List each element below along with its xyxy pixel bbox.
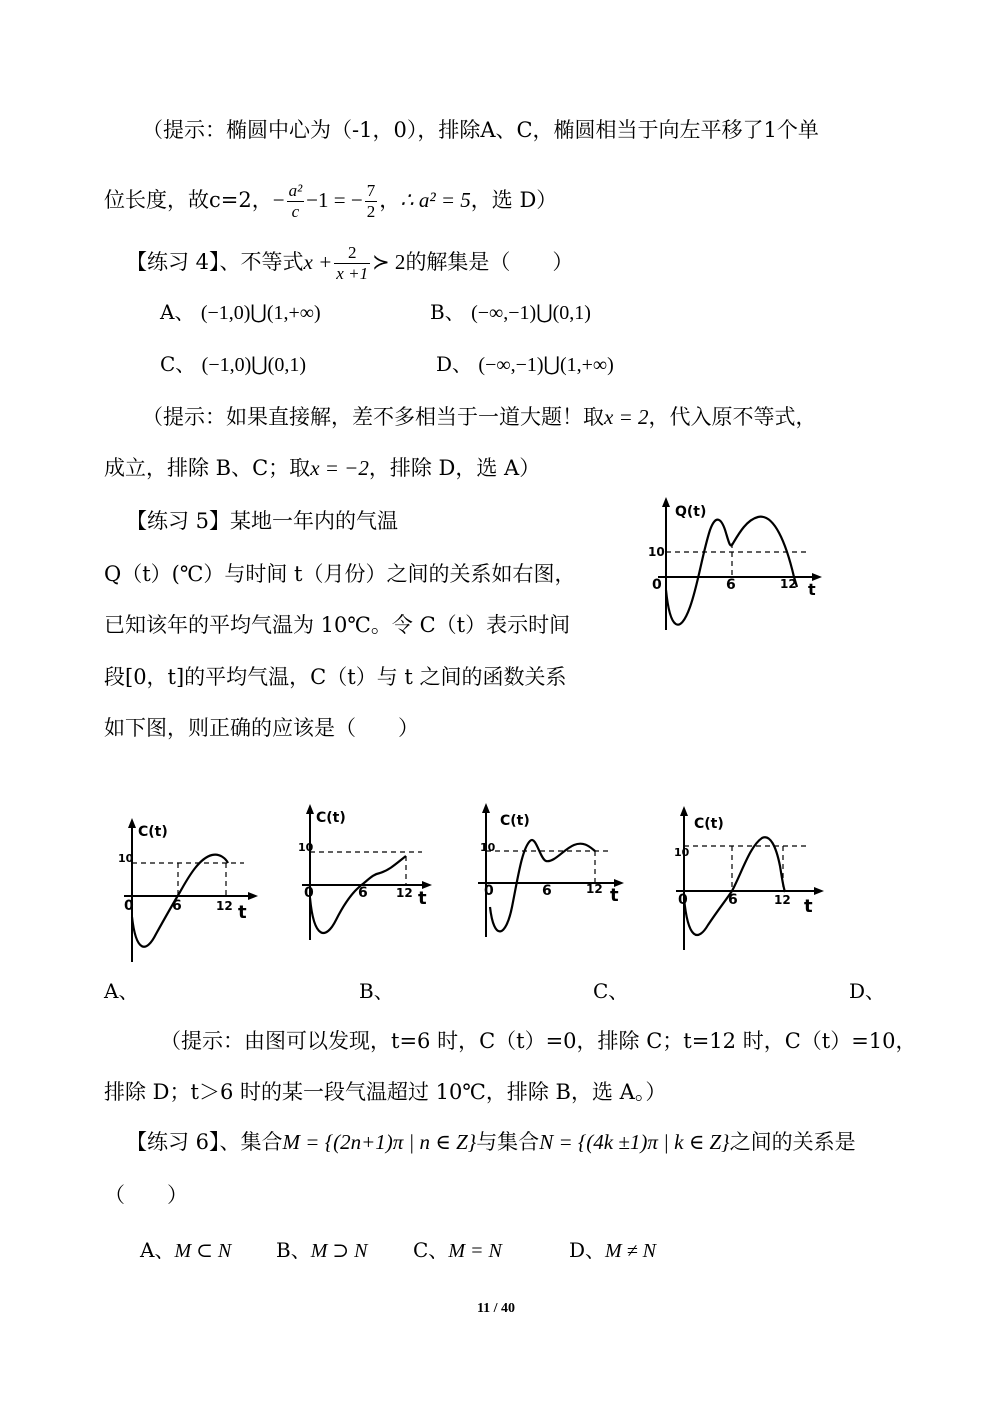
ex4-text1: 、不等式 <box>219 250 304 274</box>
ex5-label: 【练习 5】 <box>126 509 231 533</box>
ex4-label: 【练习 4】 <box>126 250 220 274</box>
ex6-question: 【练习 6】、集合M = {(2n+1)π | n ∈ Z}与集合N = {(4k ±1)π | k ∈ Z}之间的关系是 <box>126 1130 856 1154</box>
graph-c <box>470 797 635 942</box>
graph-a-12-label: 12 <box>216 899 233 913</box>
graph-b-6-label: 6 <box>358 885 368 901</box>
ex4-expr-rel: ≻ 2 <box>372 250 406 274</box>
graph-d-x-arrow <box>814 887 824 895</box>
graph-c-answer-label: C、 <box>593 979 629 1003</box>
ex5-line1: 【练习 5】某地一年内的气温 <box>126 509 399 533</box>
graph-d-curve <box>684 837 785 935</box>
hint3-expr-mid: −1 = − <box>306 188 363 212</box>
graph-a-origin-label: 0 <box>124 898 134 914</box>
graph-c-y-arrow <box>482 803 490 813</box>
graph-b-t-label: t <box>418 888 427 909</box>
graph-c-ylabel: C(t) <box>500 813 530 829</box>
ex5-line2: Q（t）(℃）与时间 t（月份）之间的关系如右图， <box>104 562 576 586</box>
page-number: 11 / 40 <box>476 1301 516 1316</box>
graph-b <box>294 798 444 948</box>
hint3-text-pre: 位长度，故c=2， <box>104 188 273 212</box>
graph-q-6-label: 6 <box>726 577 736 593</box>
ex6-paren: （ ） <box>104 1183 188 1207</box>
ex4-option-a: A、 (−1,0)⋃(1,+∞) <box>160 300 321 324</box>
hint5-line1: （提示：由图可以发现，t=6 时，C（t）=0，排除 C；t=12 时，C（t）=10， <box>160 1029 917 1053</box>
graph-d-answer-label: D、 <box>849 979 886 1003</box>
graph-q-10-label: 10 <box>648 545 665 559</box>
ex5-line3: 已知该年的平均气温为 10℃。令 C（t）表示时间 <box>104 613 571 637</box>
graph-d-12-label: 12 <box>774 893 791 907</box>
graph-q-12-label: 12 <box>780 577 797 591</box>
hint3-line1: （提示：椭圆中心为（-1，0），排除A、C，椭圆相当于向左平移了1个单 <box>142 118 819 142</box>
ex6-option-c: C、M = N <box>413 1238 502 1262</box>
graph-b-answer-label: B、 <box>359 979 394 1003</box>
ex5-line5: 如下图，则正确的应该是（ ） <box>104 716 419 740</box>
ex6-set-n: N = {(4k ±1)π | k ∈ Z} <box>539 1130 730 1154</box>
graph-a-6-label: 6 <box>172 898 182 914</box>
ex6-option-d: D、M ≠ N <box>569 1238 657 1262</box>
graph-q-y-arrow <box>662 497 670 507</box>
graph-c-t-label: t <box>610 885 619 906</box>
hint4-line1: （提示：如果直接解，差不多相当于一道大题！取x = 2，代入原不等式， <box>142 405 817 429</box>
ex4-question <box>126 243 573 284</box>
ex4-option-c: C、 (−1,0)⋃(0,1) <box>160 352 306 376</box>
graph-b-y-arrow <box>306 804 314 814</box>
hint4-line2: 成立，排除 B、C；取x = −2，排除 D，选 A） <box>104 456 541 480</box>
graph-q <box>640 495 830 635</box>
graph-a-x-arrow <box>248 892 258 900</box>
graph-c-origin-label: 0 <box>484 883 494 899</box>
ex4-fraction: $\frac{2}{x +1}$ <box>336 243 369 283</box>
graph-d-ylabel: C(t) <box>694 816 724 832</box>
graph-b-12-label: 12 <box>396 886 413 900</box>
graph-q-t-label: t <box>808 580 816 599</box>
hint4-xm2: x = −2 <box>310 456 369 480</box>
ex4-expr-x: x + <box>303 250 333 274</box>
hint5-line2: 排除 D；t＞6 时的某一段气温超过 10℃，排除 B，选 A。） <box>104 1080 667 1104</box>
graph-d-t-label: t <box>804 896 813 917</box>
ex6-option-a: A、M ⊂ N <box>140 1238 232 1262</box>
graph-c-6-label: 6 <box>542 883 552 899</box>
graph-a <box>116 812 276 967</box>
ex5-line4: 段[0，t]的平均气温，C（t）与 t 之间的函数关系 <box>104 665 567 689</box>
graph-a-t-label: t <box>238 902 247 923</box>
hint3-therefore: ∴ a² = 5 <box>400 188 471 212</box>
graph-d-y-arrow <box>680 806 688 816</box>
graph-c-12-label: 12 <box>586 882 603 896</box>
ex4-text2: 的解集是（ ） <box>405 250 574 274</box>
graph-a-10-label: 10 <box>118 852 134 865</box>
graph-b-ylabel: C(t) <box>316 810 346 826</box>
graph-q-origin-label: 0 <box>652 577 662 593</box>
graph-b-10-label: 10 <box>298 841 314 854</box>
hint3-sep: ， <box>379 188 401 212</box>
hint3-minus: − <box>272 188 285 212</box>
graph-d-10-label: 10 <box>674 846 690 859</box>
hint3-fraction-a2-c: $\frac{\text{a²}}{c}$ <box>288 181 303 221</box>
hint3-line2 <box>104 181 557 222</box>
ex4-option-b: B、 (−∞,−1)⋃(0,1) <box>430 300 591 324</box>
ex6-set-m: M = {(2n+1)π | n ∈ Z} <box>282 1130 477 1154</box>
graph-a-ylabel: C(t) <box>138 824 168 840</box>
hint3-fraction-7-2: $\frac{7}{2}$ <box>366 181 376 221</box>
graph-q-ylabel: Q(t) <box>675 504 707 520</box>
hint4-x2: x = 2 <box>604 405 649 429</box>
graph-a-answer-label: A、 <box>104 979 139 1003</box>
graph-c-10-label: 10 <box>480 841 496 854</box>
graph-d-6-label: 6 <box>728 892 738 908</box>
hint3-text-post: ，选 D） <box>470 188 558 212</box>
graph-a-y-arrow <box>128 818 136 828</box>
ex6-label: 【练习 6】 <box>126 1130 220 1154</box>
ex6-option-b: B、M ⊃ N <box>276 1238 368 1262</box>
ex4-option-d: D、 (−∞,−1)⋃(1,+∞) <box>436 352 614 376</box>
graph-d <box>666 800 831 955</box>
graph-b-origin-label: 0 <box>304 885 314 901</box>
graph-d-origin-label: 0 <box>678 892 688 908</box>
